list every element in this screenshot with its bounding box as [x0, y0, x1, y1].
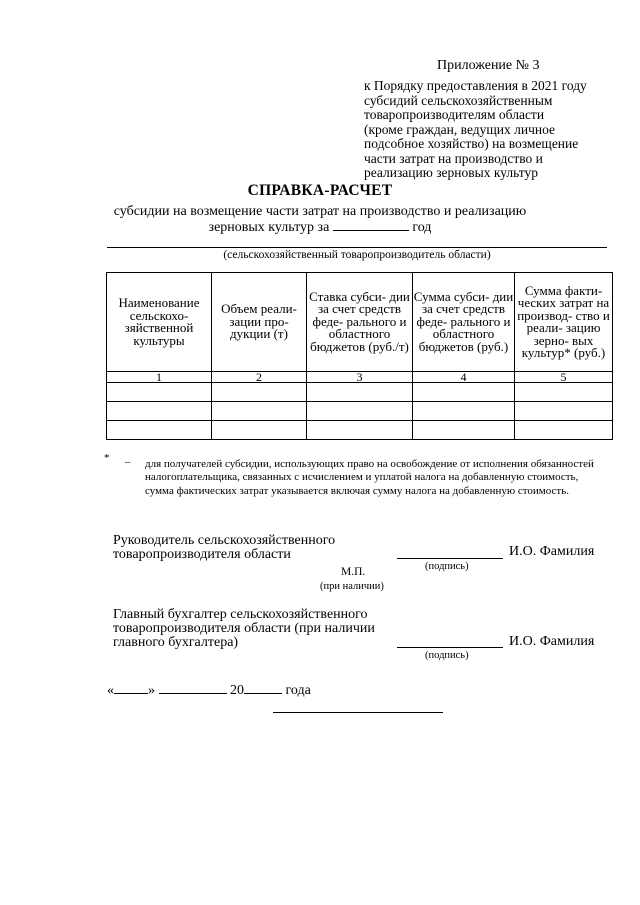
- head-signature-label: [113, 534, 383, 562]
- date-open-quote: «: [107, 683, 114, 698]
- column-header-volume: Объем реали- зации про- дукции (т): [212, 273, 307, 372]
- column-header-subsidy-sum: Сумма субси- дии за счет средств феде- рального и областного бюджетов (руб.): [413, 273, 515, 372]
- table-cell[interactable]: [413, 421, 515, 440]
- column-number: 5: [515, 372, 613, 383]
- column-header-crop: Наименование сельскохо- зяйственной культуры: [107, 273, 212, 372]
- appendix-title: Приложение № 3: [437, 58, 540, 73]
- column-number: 1: [107, 372, 212, 383]
- table-cell[interactable]: [307, 402, 413, 421]
- accountant-fio: И.О. Фамилия: [509, 634, 595, 649]
- year-field[interactable]: [244, 681, 282, 694]
- accountant-signature-field[interactable]: [397, 647, 503, 648]
- table-cell[interactable]: [107, 383, 212, 402]
- table-cell[interactable]: [212, 383, 307, 402]
- day-field[interactable]: [114, 681, 148, 694]
- table-row: [107, 421, 613, 440]
- column-number-row: [107, 372, 613, 383]
- date-suffix: года: [285, 683, 311, 698]
- appendix-line: подсобное хозяйство) на возмещение: [364, 136, 579, 151]
- signature-label-line: Руководитель сельскохозяйственного: [113, 533, 336, 548]
- table-cell[interactable]: [515, 383, 613, 402]
- table-cell[interactable]: [107, 421, 212, 440]
- producer-name-field[interactable]: [107, 247, 607, 248]
- date-row: [107, 681, 311, 699]
- head-fio: И.О. Фамилия: [509, 544, 595, 559]
- document-title: СПРАВКА-РАСЧЕТ: [247, 182, 393, 199]
- table-cell[interactable]: [515, 402, 613, 421]
- date-century: 20: [230, 683, 244, 698]
- table-cell[interactable]: [413, 402, 515, 421]
- table-cell[interactable]: [515, 421, 613, 440]
- table-header-row: [107, 273, 613, 372]
- stamp-label: М.П.: [341, 566, 366, 578]
- month-field[interactable]: [159, 681, 227, 694]
- subtitle-year-line: [110, 219, 530, 235]
- date-close-quote: »: [148, 683, 155, 698]
- stamp-note: (при наличии): [320, 581, 384, 592]
- appendix-line: реализацию зерновых культур: [364, 165, 538, 180]
- signature-label-line: Главный бухгалтер сельскохозяйственного: [113, 607, 368, 622]
- head-signature-hint: (подпись): [425, 561, 469, 572]
- column-number: 2: [212, 372, 307, 383]
- column-number: 4: [413, 372, 515, 383]
- appendix-line: товаропроизводителям области: [364, 107, 545, 122]
- footnote-text: для получателей субсидии, использующих право на освобождение от исполнения обязанностей налогоплательщика, связанных с исчислением и уплатой налога на добавленную стоимость, сумма фактических затрат указывается включая сумму налога на добавленную стоимость.: [145, 458, 594, 497]
- column-header-actual-costs: Сумма факти- ческих затрат на производ- ство и реали- зацию зерно- вых культур* (руб.): [515, 273, 613, 372]
- table-row: [107, 383, 613, 402]
- appendix-line: субсидий сельскохозяйственным: [364, 92, 553, 108]
- subtitle-prefix: зерновых культур за: [208, 220, 330, 235]
- producer-caption: (сельскохозяйственный товаропроизводитель области): [223, 249, 491, 261]
- accountant-signature-hint: (подпись): [425, 650, 469, 661]
- table-row: [107, 402, 613, 421]
- signature-label-line: главного бухгалтера): [113, 635, 239, 650]
- table-cell[interactable]: [307, 421, 413, 440]
- column-number: 3: [307, 372, 413, 383]
- signature-label-line: товаропроизводителя области (при наличии: [113, 621, 375, 636]
- column-header-rate: Ставка субси- дии за счет средств феде- рального и областного бюджетов (руб./т): [307, 273, 413, 372]
- table-cell[interactable]: [212, 421, 307, 440]
- subtitle-line: субсидии на возмещение части затрат на производство и реализацию: [113, 204, 527, 219]
- bottom-signature-line[interactable]: [273, 712, 443, 713]
- appendix-line: (кроме граждан, ведущих личное: [364, 121, 556, 137]
- accountant-signature-label: [113, 608, 403, 650]
- head-signature-field[interactable]: [397, 558, 503, 559]
- signature-label-line: товаропроизводителя области: [113, 547, 291, 562]
- table-cell[interactable]: [307, 383, 413, 402]
- appendix-line: к Порядку предоставления в 2021 году: [364, 78, 587, 93]
- year-blank-field[interactable]: [333, 219, 409, 231]
- appendix-reference: [364, 79, 614, 181]
- calculation-table: [106, 272, 613, 440]
- document-subtitle: [110, 204, 530, 235]
- table-cell[interactable]: [212, 402, 307, 421]
- appendix-line: части затрат на производство и: [364, 150, 543, 166]
- subtitle-suffix: год: [412, 220, 432, 235]
- footnote-marker: *: [104, 452, 110, 464]
- footnote-dash: –: [125, 456, 131, 468]
- table-cell[interactable]: [413, 383, 515, 402]
- table-cell[interactable]: [107, 402, 212, 421]
